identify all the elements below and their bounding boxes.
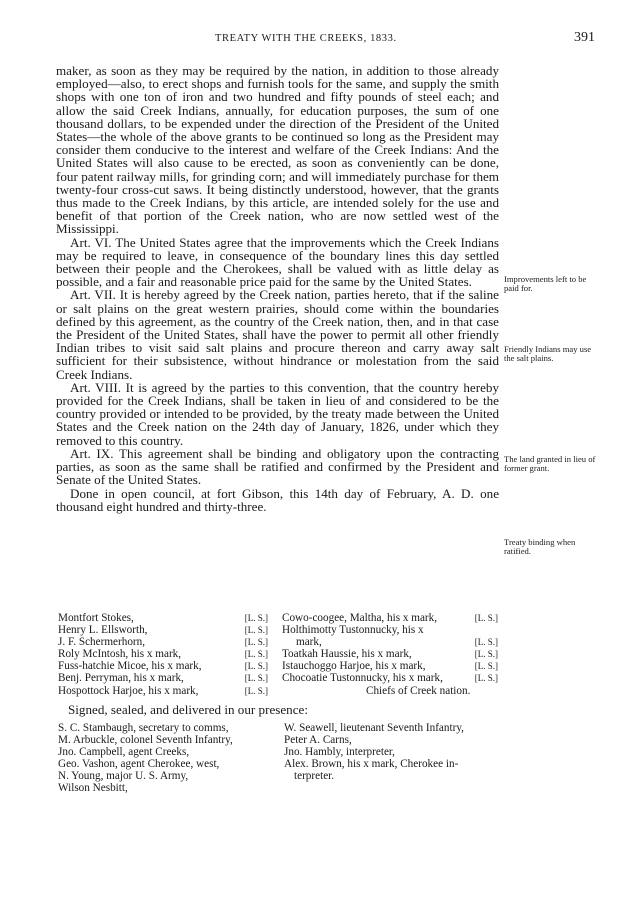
witness-name: Peter A. Carns, xyxy=(284,734,352,747)
signature-row xyxy=(282,672,498,684)
signer-name: Benj. Perryman, his x mark, xyxy=(58,672,184,685)
signer-name: Montfort Stokes, xyxy=(58,612,134,624)
signer-name: mark, xyxy=(296,636,322,649)
seal-mark: [L. S.] xyxy=(244,649,268,660)
signer-name: Istauchoggo Harjoe, his x mark, xyxy=(282,660,426,673)
signature-row xyxy=(282,685,498,697)
witness-name: Alex. Brown, his x mark, Cherokee in- xyxy=(284,758,459,771)
margin-note-land-granted: The land granted in lieu of former grant. xyxy=(504,454,596,473)
witness-name: M. Arbuckle, colonel Seventh Infantry, xyxy=(58,734,233,747)
signature-row xyxy=(282,660,498,672)
signer-name: Henry L. Ellsworth, xyxy=(58,624,148,637)
paragraph-article-ix: Art. IX. This agreement shall be binding and obligatory upon the contracting parties, as soon as the same shall be ratified and confirmed by the President and Senate of the United States. xyxy=(56,445,499,488)
seal-mark: [L. S.] xyxy=(244,661,268,672)
paragraph-article-v-continued: maker, as soon as they may be required by the nation, in addition to those already employed—also, to erect shops and furnish tools for the same, and supply the smith shops with one ton of iron and two hundred and fifty pounds of steel each; and allow the said Creek Indians, annually, for education purposes, the sum of one thousand dollars, to be expended under the direction of the President of the United States—the whole of the above grants to be continued so long as the President may consider them conducive to the interest and welfare of the Creek Indians: And the United States will also cause to be erected, as soon as conveniently can be done, four patent railway mills, for grinding corn; and will immediately purchase for them twenty-four cross-cut saws. It being distinctly understood, however, that the grants thus made to the Creek Indians, by this article, are intended solely for the use and benefit of that portion of the Creek nation, who are now settled west of the Mississippi. xyxy=(56,63,499,237)
signature-row xyxy=(282,612,498,624)
signature-row xyxy=(282,624,498,636)
witnesses-left xyxy=(58,722,233,795)
running-title: TREATY WITH THE CREEKS, 1833. xyxy=(215,33,397,44)
signature-row xyxy=(58,612,268,624)
treaty-body xyxy=(56,64,499,513)
seal-mark: [L. S.] xyxy=(474,649,498,660)
seal-mark: [L. S.] xyxy=(244,673,268,684)
witness-name: terpreter. xyxy=(294,770,335,783)
signer-name: Hospottock Harjoe, his x mark, xyxy=(58,684,199,697)
page-number: 391 xyxy=(574,30,595,45)
witnesses-right xyxy=(284,722,464,782)
paragraph-article-vi: Art. VI. The United States agree that the improvements which the Creek Indians may be required to leave, in consequence of the boundary lines this day settled between their people and the Cherokees, shall be valued with as little delay as possible, and a fair and reasonable price paid for the same by the United States. xyxy=(56,234,499,290)
signed-sealed-line: Signed, sealed, and delivered in our presence: xyxy=(68,702,308,717)
witness-name: Wilson Nesbitt, xyxy=(58,782,128,795)
signatures-chiefs xyxy=(282,612,498,697)
seal-mark: [L. S.] xyxy=(244,613,268,623)
margin-note-treaty-binding: Treaty binding when ratified. xyxy=(504,537,576,556)
signer-name: Cowo-coogee, Maltha, his x mark, xyxy=(282,612,438,624)
witness-name: W. Seawell, lieutenant Seventh Infantry, xyxy=(284,722,464,734)
seal-mark: [L. S.] xyxy=(474,661,498,672)
witness-name: Jno. Campbell, agent Creeks, xyxy=(58,746,190,759)
signature-row xyxy=(58,624,268,636)
signature-row xyxy=(58,672,268,684)
chiefs-caption: Chiefs of Creek nation. xyxy=(366,684,471,697)
paragraph-article-viii: Art. VIII. It is agreed by the parties to this convention, that the country hereby provided for the Creek Indians, shall be taken in lieu of and considered to be the country provided or intended to be provided, by the treaty made between the United States and the Creek nation on the 24th day of January, 1826, under which they removed to this country. xyxy=(56,379,499,448)
signer-name: J. F. Schermerhorn, xyxy=(58,636,146,649)
seal-mark: [L. S.] xyxy=(474,613,498,623)
witness-name: S. C. Stambaugh, secretary to comms, xyxy=(58,722,229,734)
signature-row xyxy=(58,685,268,697)
signature-row xyxy=(58,660,268,672)
signer-name: Holthimotty Tustonnucky, his x xyxy=(282,624,424,637)
seal-mark: [L. S.] xyxy=(244,685,268,696)
margin-note-improvements: Improvements left to be paid for. xyxy=(504,274,587,293)
signatures-commissioners xyxy=(58,612,268,697)
witness-name: Jno. Hambly, interpreter, xyxy=(284,746,395,759)
signer-name: Fuss-hatchie Micoe, his x mark, xyxy=(58,660,202,673)
signer-name: Roly McIntosh, his x mark, xyxy=(58,648,182,661)
seal-mark: [L. S.] xyxy=(244,637,268,648)
witness-name: N. Young, major U. S. Army, xyxy=(58,770,189,783)
signer-name: Chocoatie Tustonnucky, his x mark, xyxy=(282,672,443,685)
seal-mark: [L. S.] xyxy=(244,625,268,636)
seal-mark: [L. S.] xyxy=(474,637,498,648)
margin-note-salt-plains: Friendly Indians may use the salt plains. xyxy=(504,344,592,363)
signature-row xyxy=(58,636,268,648)
signature-row xyxy=(58,648,268,660)
seal-mark: [L. S.] xyxy=(474,673,498,684)
paragraph-done-in-council: Done in open council, at fort Gibson, this 14th day of February, A. D. one thousand eight hundred and thirty-three. xyxy=(56,485,499,514)
signature-row xyxy=(282,648,498,660)
paragraph-article-vii: Art. VII. It is hereby agreed by the Creek nation, parties hereto, that if the saline or salt plains on the great western prairies, should come within the boundaries defined by this agreement, as the country of the Creek nation, then, and in that case the President of the United States, shall have the power to permit all other friendly Indian tribes to visit said salt plains and procure thereon and carry away salt sufficient for their subsistence, without hindrance or molestation from the said Creek Indians. xyxy=(56,287,499,382)
witness-name: Geo. Vashon, agent Cherokee, west, xyxy=(58,758,220,771)
signer-name: Toatkah Haussie, his x mark, xyxy=(282,648,412,661)
signature-row xyxy=(282,636,498,648)
